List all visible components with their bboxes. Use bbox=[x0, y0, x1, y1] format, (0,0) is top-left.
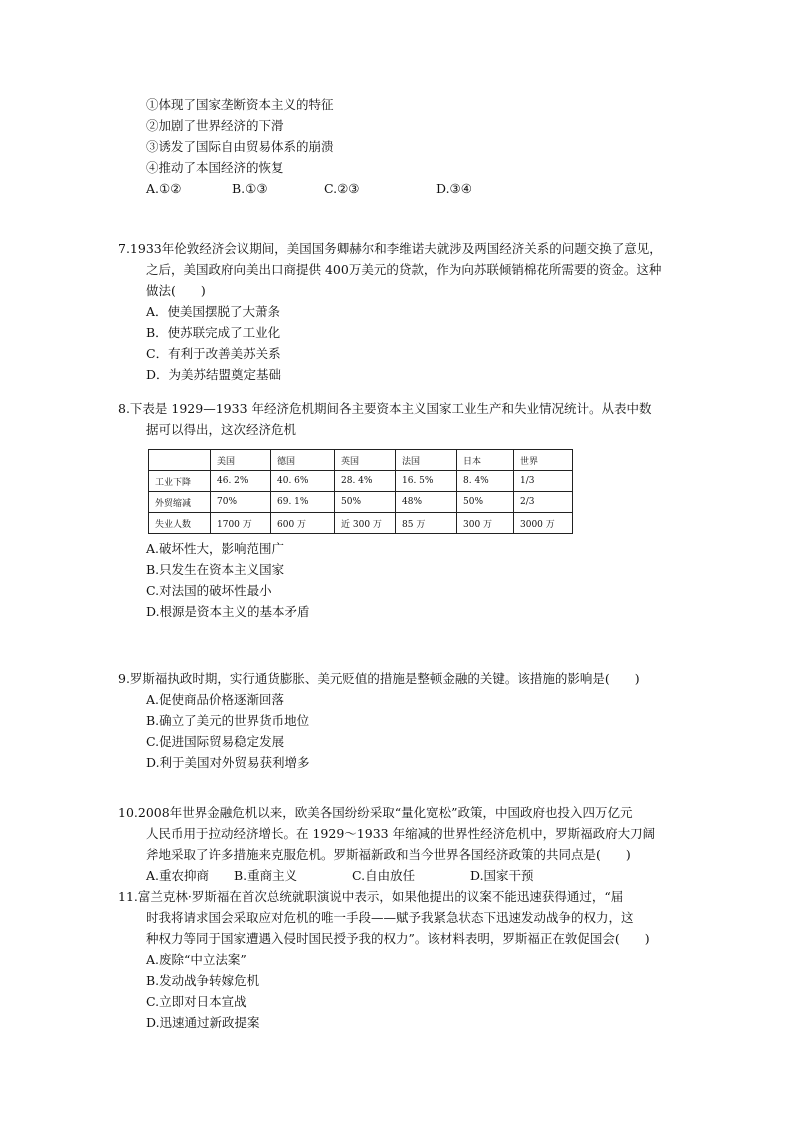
table-cell: 40. 6% bbox=[271, 471, 335, 492]
option-d[interactable]: D.根源是资本主义的基本矛盾 bbox=[146, 604, 310, 619]
option-c[interactable]: C.促进国际贸易稳定发展 bbox=[146, 734, 285, 749]
table-cell: 1700 万 bbox=[211, 513, 271, 534]
option-c[interactable]: C.对法国的破坏性最小 bbox=[146, 583, 272, 598]
statistics-table bbox=[148, 449, 573, 534]
table-cell: 日本 bbox=[457, 450, 514, 471]
option-a[interactable]: A.重农抑商 bbox=[146, 868, 210, 883]
table-cell: 法国 bbox=[396, 450, 457, 471]
option-b[interactable]: B.①③ bbox=[232, 181, 268, 196]
option-c[interactable]: C．有利于改善美苏关系 bbox=[146, 346, 281, 361]
option-d[interactable]: D．为美苏结盟奠定基础 bbox=[146, 367, 282, 382]
option-a[interactable]: A.破坏性大，影响范围广 bbox=[146, 541, 285, 556]
table-cell: 85 万 bbox=[396, 513, 457, 534]
option-d[interactable]: D.迅速通过新政提案 bbox=[146, 1015, 260, 1030]
option-d[interactable]: D.国家干预 bbox=[470, 868, 534, 883]
question-stem: 种权力等同于国家遭遇入侵时国民授予我的权力”。该材料表明，罗斯福正在敦促国会( ) bbox=[146, 931, 650, 946]
table-row bbox=[149, 492, 573, 513]
table-cell: 2/3 bbox=[514, 492, 573, 513]
question-stem: 7.1933年伦敦经济会议期间，美国国务卿赫尔和李维诺夫就涉及两国经济关系的问题交换了意见， bbox=[118, 241, 662, 256]
table-cell: 50% bbox=[457, 492, 514, 513]
option-a[interactable]: A.废除“中立法案” bbox=[146, 952, 247, 967]
question-stem: 9.罗斯福执政时期，实行通货膨胀、美元贬值的措施是整顿金融的关键。该措施的影响是( ) bbox=[118, 671, 640, 686]
table-cell: 3000 万 bbox=[514, 513, 573, 534]
option-b[interactable]: B.只发生在资本主义国家 bbox=[146, 562, 285, 577]
question-11 bbox=[118, 886, 718, 1033]
table-cell: 近 300 万 bbox=[335, 513, 396, 534]
question-stem: 10.2008年世界金融危机以来，欧美各国纷纷采取“量化宽松”政策，中国政府也投入四万亿元 bbox=[118, 805, 633, 820]
question-9 bbox=[118, 668, 718, 773]
question-stem: 据可以得出，这次经济危机 bbox=[146, 422, 297, 437]
question-7 bbox=[118, 238, 718, 385]
answer-options bbox=[118, 865, 718, 886]
table-cell: 46. 2% bbox=[211, 471, 271, 492]
question-stem: 做法( ) bbox=[146, 283, 206, 298]
table-cell: 28. 4% bbox=[335, 471, 396, 492]
table-cell bbox=[149, 450, 211, 471]
option-a[interactable]: A.①② bbox=[146, 181, 182, 196]
table-row bbox=[149, 471, 573, 492]
table-cell: 70% bbox=[211, 492, 271, 513]
question-stem: 时我将请求国会采取应对危机的唯一手段——赋予我紧急状态下迅速发动战争的权力，这 bbox=[146, 910, 634, 925]
table-cell: 300 万 bbox=[457, 513, 514, 534]
table-cell: 外贸缩减 bbox=[149, 492, 211, 513]
answer-options bbox=[118, 178, 718, 199]
option-d[interactable]: D.利于美国对外贸易获利增多 bbox=[146, 755, 310, 770]
option-a[interactable]: A.促使商品价格逐渐回落 bbox=[146, 692, 285, 707]
question-stem: 斧地采取了许多措施来克服危机。罗斯福新政和当今世界各国经济政策的共同点是( ) bbox=[146, 847, 631, 862]
table-row bbox=[149, 513, 573, 534]
table-cell: 8. 4% bbox=[457, 471, 514, 492]
question-8 bbox=[118, 398, 718, 440]
table-cell: 美国 bbox=[211, 450, 271, 471]
statement: ①体现了国家垄断资本主义的特征 bbox=[146, 97, 334, 112]
option-b[interactable]: B.重商主义 bbox=[234, 868, 298, 883]
option-c[interactable]: C.自由放任 bbox=[352, 868, 416, 883]
question-10 bbox=[118, 802, 718, 886]
option-b[interactable]: B.发动战争转嫁危机 bbox=[146, 973, 260, 988]
table-header-row bbox=[149, 450, 573, 471]
question-stem: 人民币用于拉动经济增长。在 1929～1933 年缩减的世界性经济危机中，罗斯福政府大刀阔 bbox=[146, 826, 656, 841]
table-cell: 英国 bbox=[335, 450, 396, 471]
option-b[interactable]: B.确立了美元的世界货币地位 bbox=[146, 713, 310, 728]
table-cell: 德国 bbox=[271, 450, 335, 471]
table-cell: 48% bbox=[396, 492, 457, 513]
table-cell: 失业人数 bbox=[149, 513, 211, 534]
question-stem: 之后，美国政府向美出口商提供 400万美元的贷款，作为向苏联倾销棉花所需要的资金。这种 bbox=[146, 262, 662, 277]
question-8-options bbox=[118, 538, 718, 622]
statement: ②加剧了世界经济的下滑 bbox=[146, 118, 284, 133]
table-cell: 16. 5% bbox=[396, 471, 457, 492]
table-cell: 50% bbox=[335, 492, 396, 513]
option-c[interactable]: C.立即对日本宣战 bbox=[146, 994, 247, 1009]
statement: ③诱发了国际自由贸易体系的崩溃 bbox=[146, 139, 334, 154]
option-a[interactable]: A．使美国摆脱了大萧条 bbox=[146, 304, 281, 319]
question-stem: 8.下表是 1929—1933 年经济危机期间各主要资本主义国家工业生产和失业情况统计。从表中数 bbox=[118, 401, 652, 416]
statement: ④推动了本国经济的恢复 bbox=[146, 160, 284, 175]
option-b[interactable]: B．使苏联完成了工业化 bbox=[146, 325, 281, 340]
table-cell: 工业下降 bbox=[149, 471, 211, 492]
table-cell: 600 万 bbox=[271, 513, 335, 534]
table-cell: 世界 bbox=[514, 450, 573, 471]
option-d[interactable]: D.③④ bbox=[436, 181, 472, 196]
question-stem: 11.富兰克林·罗斯福在首次总统就职演说中表示，如果他提出的议案不能迅速获得通过，“届 bbox=[118, 889, 624, 904]
table-cell: 1/3 bbox=[514, 471, 573, 492]
table-cell: 69. 1% bbox=[271, 492, 335, 513]
option-c[interactable]: C.②③ bbox=[324, 181, 360, 196]
question-6 bbox=[118, 94, 718, 199]
